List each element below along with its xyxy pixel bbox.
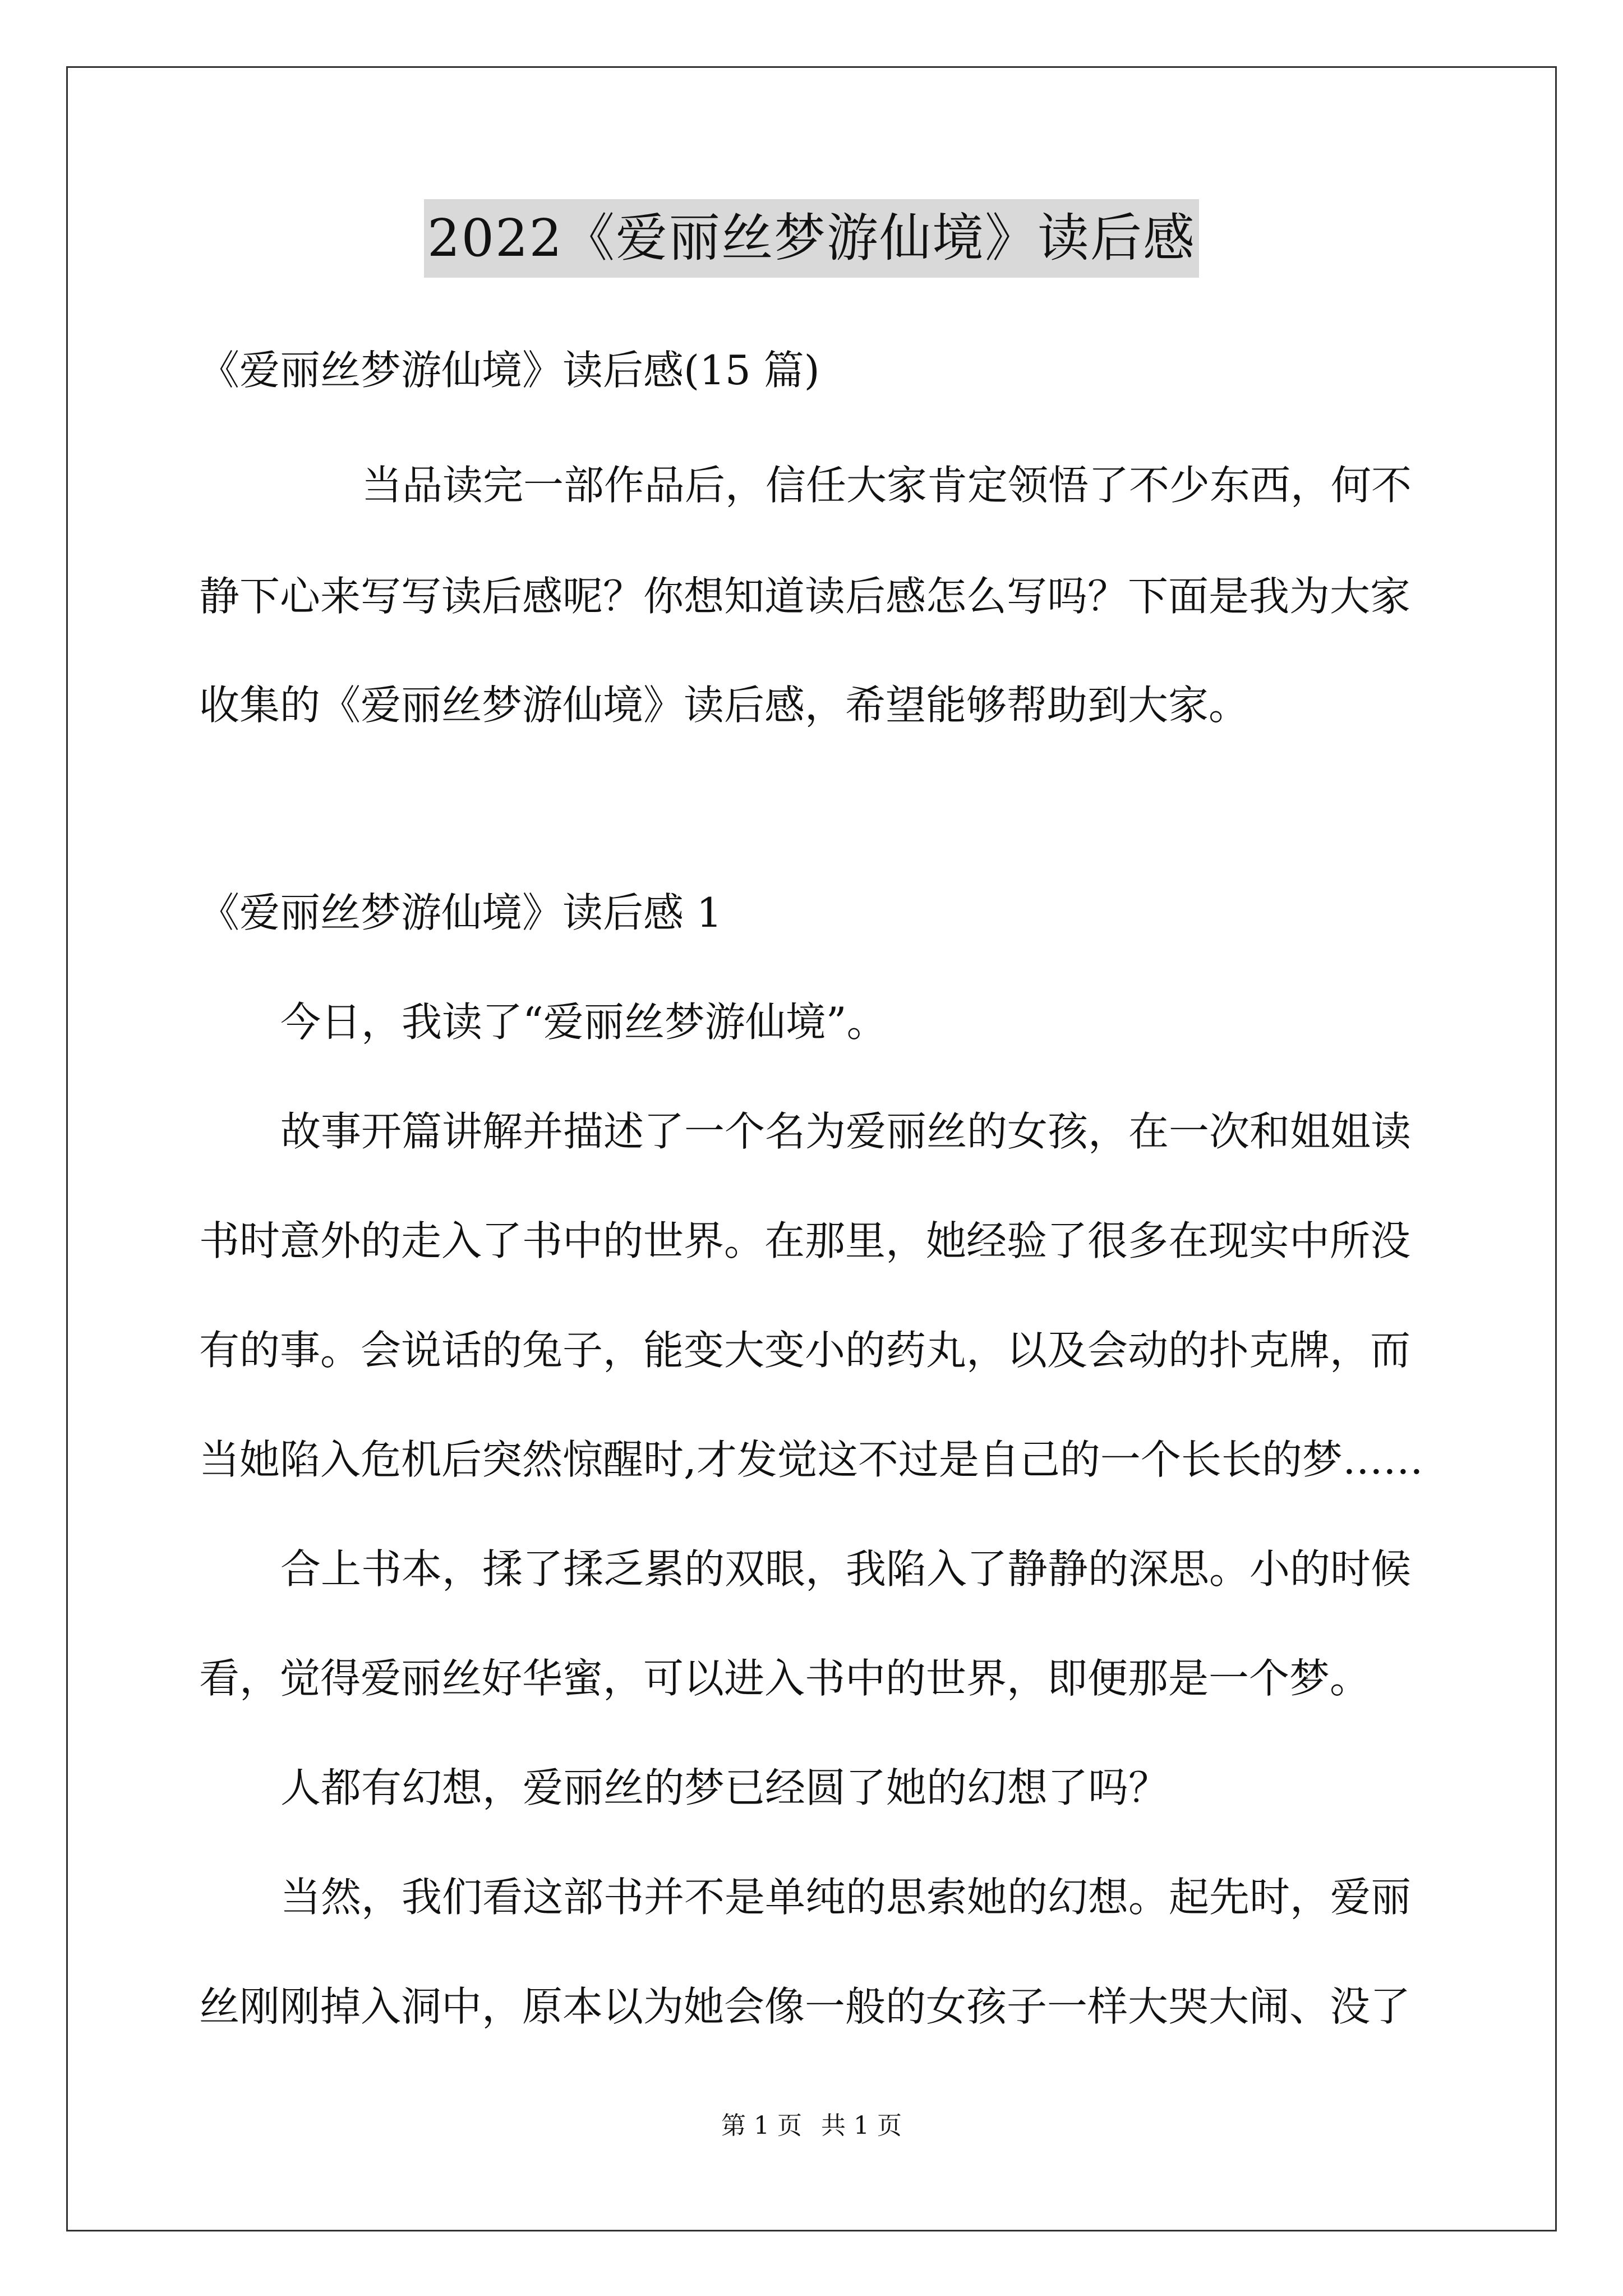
body-line: 当她陷入危机后突然惊醒时,才发觉这不过是自己的一个长长的梦……	[199, 1436, 1423, 1483]
body-line: 故事开篇讲解并描述了一个名为爱丽丝的女孩，在一次和姐姐读	[280, 1108, 1412, 1155]
document-title: 2022《爱丽丝梦游仙境》读后感	[424, 199, 1199, 278]
body-line: 合上书本，揉了揉乏累的双眼，我陷入了静静的深思。小的时候	[280, 1545, 1412, 1593]
intro-line: 收集的《爱丽丝梦游仙境》读后感，希望能够帮助到大家。	[199, 682, 1249, 729]
body-line: 有的事。会说话的兔子，能变大变小的药丸，以及会动的扑克牌，而	[199, 1327, 1411, 1374]
page-number: 第 1 页	[721, 2111, 802, 2140]
intro-line: 静下心来写写读后感呢？你想知道读后感怎么写吗？下面是我为大家	[199, 573, 1411, 620]
document-subtitle: 《爱丽丝梦游仙境》读后感(15 篇)	[199, 347, 820, 394]
page-total: 共 1 页	[821, 2111, 902, 2140]
body-line: 当然，我们看这部书并不是单纯的思索她的幻想。起先时，爱丽	[280, 1874, 1412, 1921]
page-footer	[0, 2109, 1623, 2143]
body-line: 人都有幻想，爱丽丝的梦已经圆了她的幻想了吗？	[280, 1764, 1169, 1811]
section-heading: 《爱丽丝梦游仙境》读后感 1	[199, 889, 722, 936]
body-line: 今日，我读了“爱丽丝梦游仙境”。	[280, 999, 887, 1046]
title-container	[0, 199, 1623, 278]
body-line: 书时意外的走入了书中的世界。在那里，她经验了很多在现实中所没	[199, 1217, 1411, 1264]
body-line: 看，觉得爱丽丝好华蜜，可以进入书中的世界，即便那是一个梦。	[199, 1655, 1371, 1702]
intro-line: 当品读完一部作品后，信任大家肯定领悟了不少东西，何不	[362, 462, 1412, 509]
body-line: 丝刚刚掉入洞中，原本以为她会像一般的女孩子一样大哭大闹、没了	[199, 1983, 1411, 2030]
